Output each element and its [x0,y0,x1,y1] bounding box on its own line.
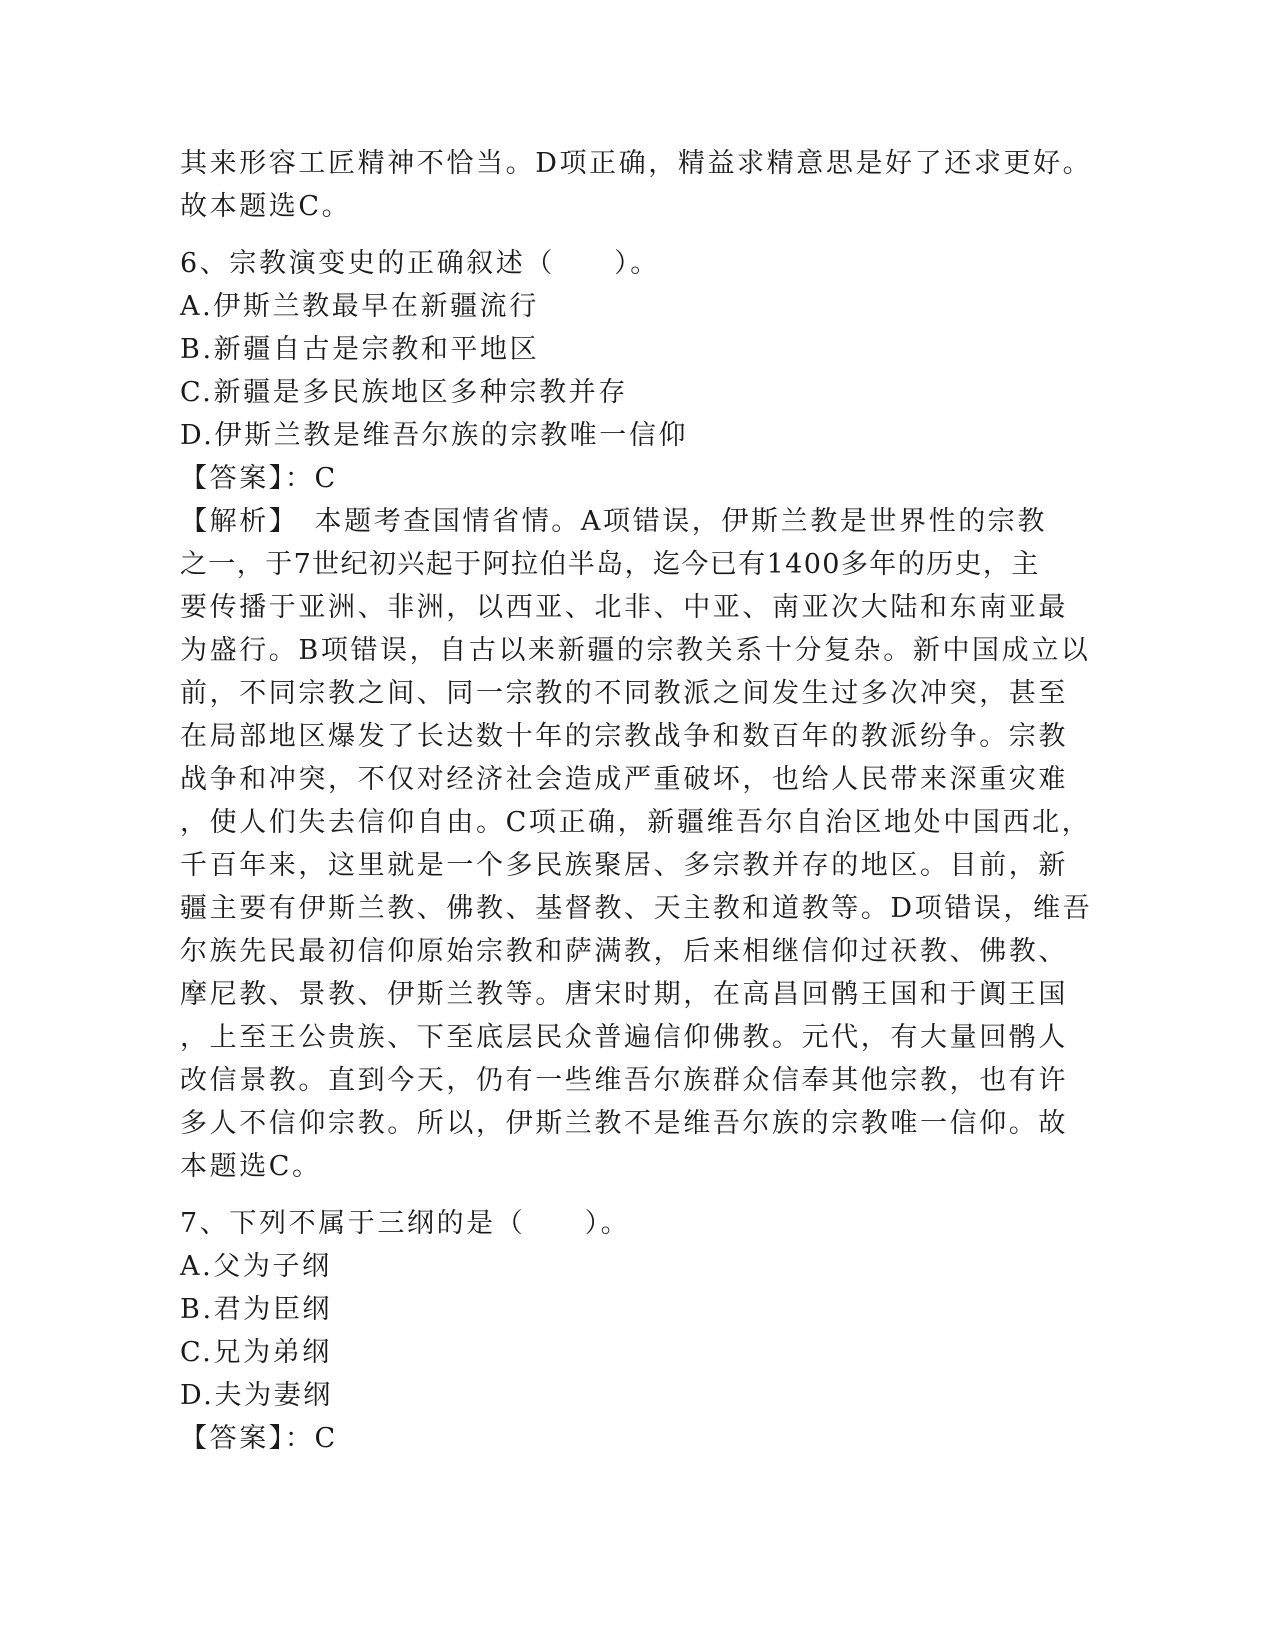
analysis-line: 前，不同宗教之间、同一宗教的不同教派之间发生过多次冲突，甚至 [180,678,1068,709]
option-b: B.君为臣纲 [180,1294,333,1325]
option-c: C.兄为弟纲 [180,1337,332,1368]
question-6 [180,242,1093,1188]
option-d: D.伊斯兰教是维吾尔族的宗教唯一信仰 [180,420,689,451]
spacer [180,1188,1080,1202]
analysis-line: 多人不信仰宗教。所以，伊斯兰教不是维吾尔族的宗教唯一信仰。故 [180,1108,1068,1139]
analysis-line: 【解析】 本题考查国情省情。A项错误，伊斯兰教是世界性的宗教 [180,506,1047,537]
analysis-line: 之一，于7世纪初兴起于阿拉伯半岛，迄今已有1400多年的历史，主 [180,549,1040,580]
previous-analysis-tail [180,142,1093,228]
option-a: A.父为子纲 [180,1251,332,1282]
analysis-line: 疆主要有伊斯兰教、佛教、基督教、天主教和道教等。D项错误，维吾 [180,893,1093,924]
analysis-line: 尔族先民最初信仰原始宗教和萨满教，后来相继信仰过祆教、佛教、 [180,936,1068,967]
analysis-line: 在局部地区爆发了长达数十年的宗教战争和数百年的教派纷争。宗教 [180,721,1068,752]
answer-line: 【答案】：C [180,1423,338,1454]
analysis-line: 千百年来，这里就是一个多民族聚居、多宗教并存的地区。目前，新 [180,850,1068,881]
analysis-line: 本题选C。 [180,1151,322,1182]
option-a: A.伊斯兰教最早在新疆流行 [180,291,539,322]
analysis-line: 改信景教。直到今天，仍有一些维吾尔族群众信奉其他宗教，也有许 [180,1065,1068,1096]
option-d: D.夫为妻纲 [180,1380,333,1411]
analysis [180,500,1093,1188]
question-stem: 6、宗教演变史的正确叙述（ ）。 [180,248,660,279]
option-c: C.新疆是多民族地区多种宗教并存 [180,377,628,408]
text-line: 其来形容工匠精神不恰当。D项正确，精益求精意思是好了还求更好。 [180,148,1093,179]
text-line: 故本题选C。 [180,191,352,222]
question-7 [180,1202,1080,1460]
analysis-line: 摩尼教、景教、伊斯兰教等。唐宋时期，在高昌回鹘王国和于阗王国 [180,979,1068,1010]
analysis-line: ，使人们失去信仰自由。C项正确，新疆维吾尔自治区地处中国西北， [180,807,1092,838]
analysis-line: 为盛行。B项错误，自古以来新疆的宗教关系十分复杂。新中国成立以 [180,635,1091,666]
document-page [180,142,1093,1460]
spacer [180,228,1080,242]
analysis-line: ，上至王公贵族、下至底层民众普遍信仰佛教。元代，有大量回鹘人 [180,1022,1068,1053]
answer-line: 【答案】：C [180,463,338,494]
option-b: B.新疆自古是宗教和平地区 [180,334,540,365]
analysis-line: 战争和冲突，不仅对经济社会造成严重破坏，也给人民带来深重灾难 [180,764,1068,795]
question-stem: 7、下列不属于三纲的是（ ）。 [180,1208,631,1239]
analysis-line: 要传播于亚洲、非洲，以西亚、北非、中亚、南亚次大陆和东南亚最 [180,592,1068,623]
